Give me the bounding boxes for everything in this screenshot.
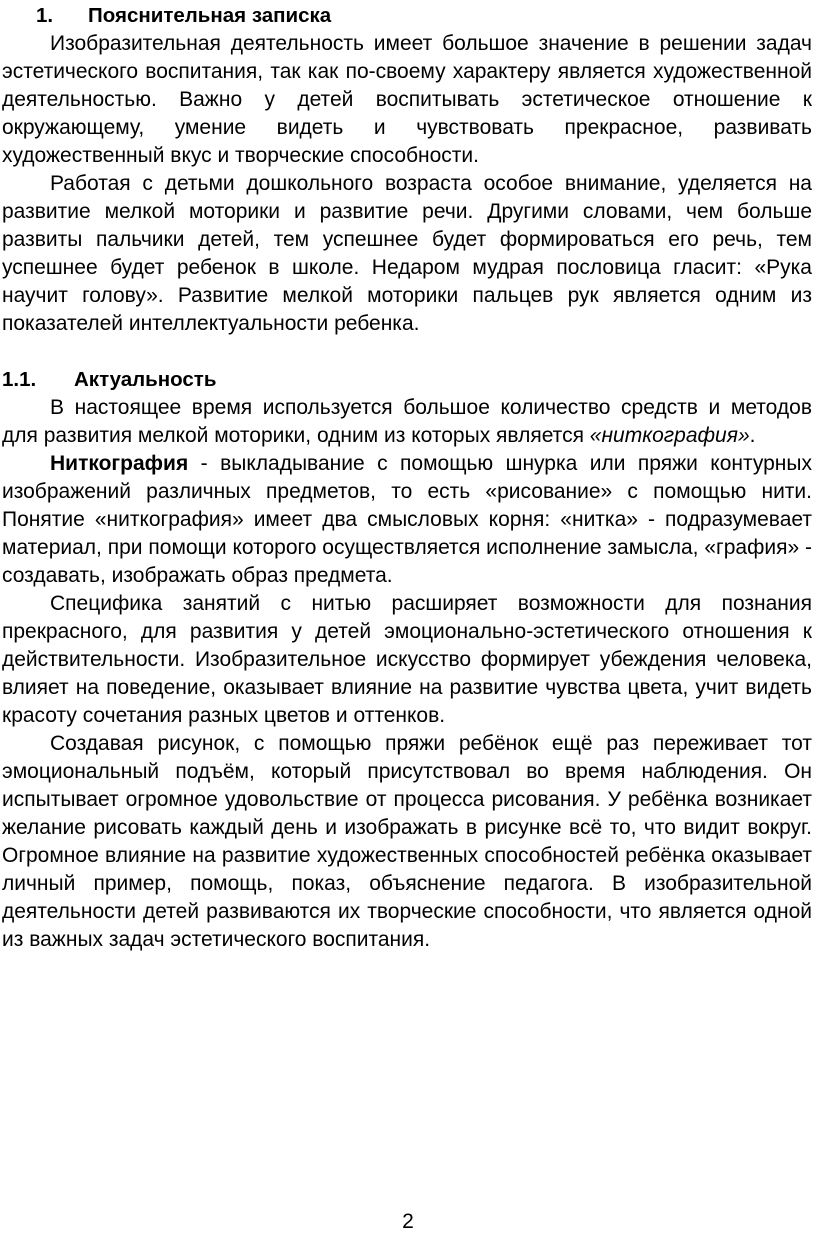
italic-term: «ниткография»: [589, 424, 750, 447]
page-number: 2: [402, 1210, 414, 1233]
paragraph: Изобразительная деятельность имеет большое значение в решении задач эстетического воспитания, так как по-своему характеру является художественной деятельностью. Важно у детей воспитывать эстетическое отношение к окружающему, умение видеть и чувствовать прекрасное, развивать художественный вкус и творческие способности.: [2, 32, 812, 167]
section-number: 1.: [36, 4, 54, 27]
paragraph: Специфика занятий с нитью расширяет возможности для познания прекрасного, для развития у детей эмоционально-эстетического отношения к действительности. Изобразительное искусство формирует убеждения человека, влияет на поведение, оказывает влияние на развитие чувства цвета, учит видеть красоту сочетания разных цветов и оттенков.: [2, 592, 812, 727]
section-heading-1-1: [2, 366, 812, 394]
document-page: [2, 0, 812, 954]
section-title: Пояснительная записка: [88, 4, 332, 27]
paragraph: Работая с детьми дошкольного возраста особое внимание, уделяется на развитие мелкой моторики и развитие речи. Другими словами, чем больше развиты пальчики детей, тем успешнее будет формироваться его речь, тем успешнее будет ребенок в школе. Недаром мудрая пословица гласит: «Рука научит голову». Развитие мелкой моторики пальцев рук является одним из показателей интеллектуальности ребенка.: [2, 172, 812, 335]
section-number: 1.1.: [2, 368, 37, 391]
paragraph-text: В настоящее время используется большое количество средств и методов для развития мелкой моторики, одним из которых является: [2, 396, 812, 447]
paragraph-text: - выкладывание с помощью шнурка или пряжи контурных изображений различных предметов, то есть «рисование» с помощью нити. Понятие «ниткография» имеет два смысловых корня: «нитка» - подразумевает материал, при помощи которого осуществляется исполнение замысла, «графия» - создавать, изображать образ предмета.: [2, 452, 812, 587]
bold-term: Ниткография: [50, 452, 189, 475]
paragraph: Создавая рисунок, с помощью пряжи ребёнок ещё раз переживает тот эмоциональный подъём, который присутствовал во время наблюдения. Он испытывает огромное удовольствие от процесса рисования. У ребёнка возникает желание рисовать каждый день и изображать в рисунке всё то, что видит вокруг. Огромное влияние на развитие художественных способностей ребёнка оказывает личный пример, помощь, показ, объяснение педагога. В изобразительной деятельности детей развиваются их творческие способности, что является одной из важных задач эстетического воспитания.: [2, 732, 812, 951]
paragraph-text: .: [749, 424, 756, 447]
section-heading-1: [2, 2, 812, 30]
paragraph: [2, 450, 812, 590]
section-title: Актуальность: [74, 368, 217, 391]
paragraph: [2, 394, 812, 450]
blank-line: [2, 338, 812, 366]
